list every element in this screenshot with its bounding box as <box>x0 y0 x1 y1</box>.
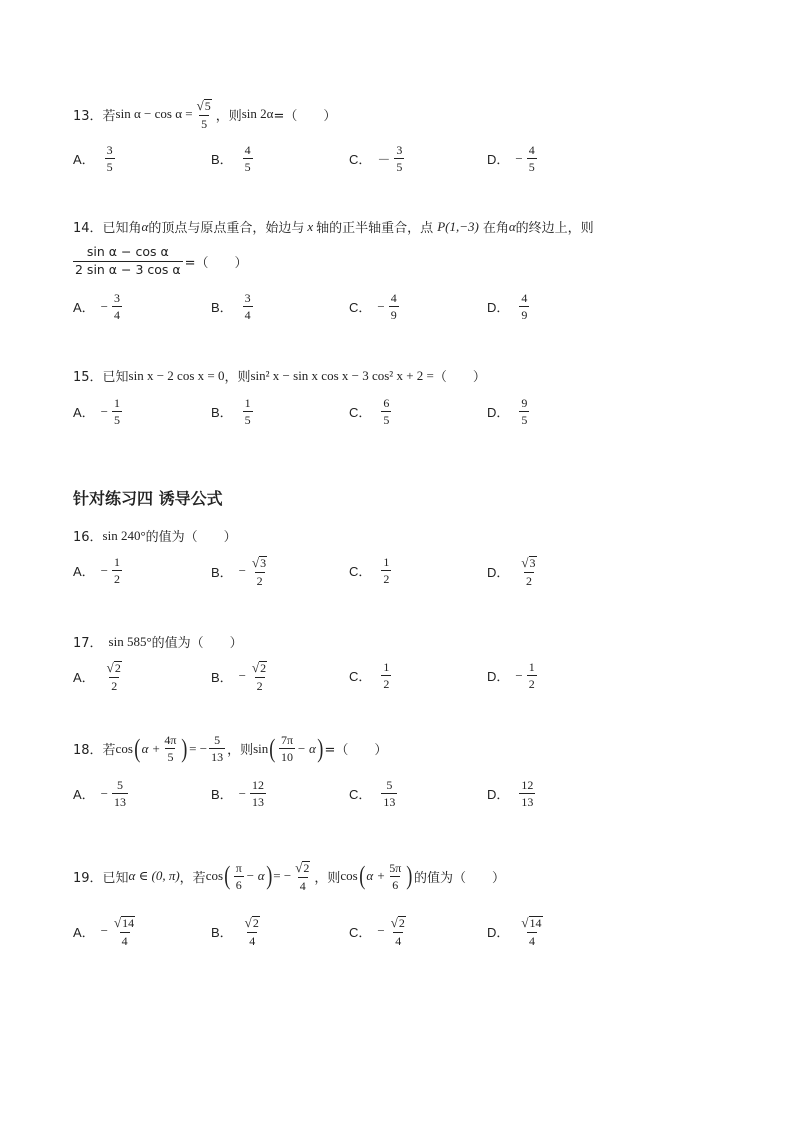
option-a[interactable]: A． − √ 14 4 <box>73 915 135 948</box>
option-b[interactable]: B． − √ 2 2 <box>211 660 267 693</box>
question-stem: 19．已知 α ∈ (0, π) ，若 cos ( $\frac{\pi}{6}$ − α ) = − √ 2 4 ，则 cos ( α + $\frac{5\pi}{6}$ ) 的值为（ ） <box>73 860 505 893</box>
option-a[interactable]: A． − $\frac{3}{4}$ <box>73 291 121 322</box>
math-expression: sin α − cos α = √ 5 5 <box>116 99 216 130</box>
option-d[interactable]: D． √ 14 4 <box>487 915 542 948</box>
question-number: 14．已知角 <box>73 221 142 236</box>
question-stem: 16． sin 240° 的值为（ ） <box>73 527 237 545</box>
option-c[interactable]: C． － $\frac{3}{5}$ <box>349 143 403 174</box>
question-stem: 17． sin 585° 的值为（ ） <box>73 633 243 651</box>
option-c[interactable]: C． − √ 2 4 <box>349 915 405 948</box>
option-d[interactable]: D． $\frac{4}{9}$ <box>487 291 528 322</box>
question-stem: 18．若 cos ( α + $\frac{4\pi}{5}$ ) = − $\frac{5}{13}$ ，则 sin ( $\frac{7\pi}{10}$ − α ) =（ ） <box>73 733 388 764</box>
section-heading: 针对练习四 诱导公式 <box>73 489 223 508</box>
question-number: 13．若 <box>73 108 116 124</box>
question-stem-line2: $\frac{\text{sin α − cos α}}{\text{2 sin α − 3 cos α}}$ =（ ） <box>75 244 248 277</box>
option-c[interactable]: C． $\frac{1}{2}$ <box>349 660 390 691</box>
option-b[interactable]: B． √ 2 4 <box>211 915 259 948</box>
option-b[interactable]: B． $\frac{4}{5}$ <box>211 143 251 174</box>
question-number: 15．已知 <box>73 370 129 385</box>
question-number: 19．已知 <box>73 870 129 886</box>
question-number: 18．若 <box>73 743 116 758</box>
question-stem: 13．若 sin α − cos α = √ 5 5 ，则 sin 2α =（ ） <box>73 98 337 131</box>
option-c[interactable]: C． $\frac{1}{2}$ <box>349 555 390 586</box>
option-c[interactable]: C． − $\frac{4}{9}$ <box>349 291 397 322</box>
option-a[interactable]: A． − $\frac{1}{2}$ <box>73 555 121 586</box>
option-d[interactable]: D． $\frac{12}{13}$ <box>487 778 534 809</box>
question-stem: 14．已知角 α 的顶点与原点重合，始边与 x 轴的正半轴重合，点 P(1,−3) 在角 α 的终边上，则 <box>73 218 594 236</box>
question-number: 17． <box>73 636 103 651</box>
option-c[interactable]: C． $\frac{6}{5}$ <box>349 396 390 427</box>
question-number: 16． <box>73 530 103 545</box>
fraction: √ 5 5 <box>196 98 211 131</box>
option-d[interactable]: D． − $\frac{1}{2}$ <box>487 660 535 691</box>
question-stem: 15．已知 sin x − 2 cos x = 0 ，则 sin² x − sin x cos x − 3 cos² x + 2 = （ ） <box>73 367 486 385</box>
option-a[interactable]: A． $\frac{3}{5}$ <box>73 143 113 174</box>
option-a[interactable]: A． √ 2 2 <box>73 660 121 693</box>
option-d[interactable]: D． − $\frac{4}{5}$ <box>487 143 535 174</box>
option-b[interactable]: B． − $\frac{12}{13}$ <box>211 778 265 809</box>
option-a[interactable]: A． − $\frac{5}{13}$ <box>73 778 127 809</box>
option-b[interactable]: B． $\frac{3}{4}$ <box>211 291 251 322</box>
option-a[interactable]: A． − $\frac{1}{5}$ <box>73 396 121 427</box>
option-b[interactable]: B． − √ 3 2 <box>211 555 267 588</box>
option-c[interactable]: C． $\frac{5}{13}$ <box>349 778 396 809</box>
option-d[interactable]: D． $\frac{9}{5}$ <box>487 396 528 427</box>
option-d[interactable]: D． √ 3 2 <box>487 555 536 588</box>
option-b[interactable]: B． $\frac{1}{5}$ <box>211 396 251 427</box>
